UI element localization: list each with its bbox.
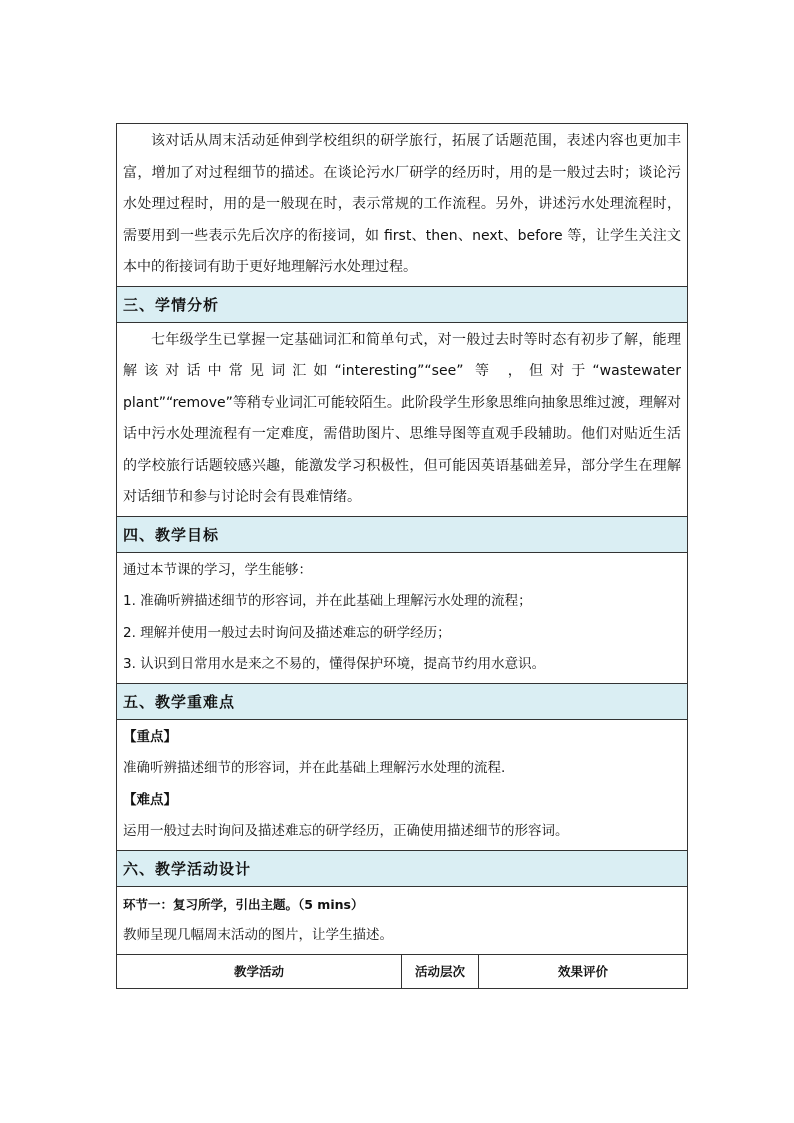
objective-item: 2. 理解并使用一般过去时询问及描述难忘的研学经历； bbox=[123, 624, 451, 641]
objective-item: 1. 准确听辨描述细节的形容词，并在此基础上理解污水处理的流程； bbox=[123, 593, 532, 609]
step1-title: 环节一：复习所学，引出主题。（5 mins） bbox=[123, 896, 364, 912]
key-difficult-points-block bbox=[117, 720, 687, 851]
difficult-point-text: 运用一般过去时询问及描述难忘的研学经历，正确使用描述细节的形容词。 bbox=[123, 823, 569, 839]
activity-table-header bbox=[117, 955, 687, 988]
key-point-text: 准确听辨描述细节的形容词，并在此基础上理解污水处理的流程. bbox=[123, 760, 506, 776]
table-header-teaching-activity: 教学活动 bbox=[233, 963, 284, 979]
lesson-plan-document bbox=[116, 123, 688, 989]
table-header-activity-level: 活动层次 bbox=[401, 955, 478, 988]
section-heading-activity-design: 六、教学活动设计 bbox=[117, 851, 687, 887]
intro-paragraph: 该对话从周末活动延伸到学校组织的研学旅行，拓展了话题范围，表述内容也更加丰富，增加了对过程细节的描述。在谈论污水厂研学的经历时，用的是一般过去时；谈论污水处理过程时，用的是一般现在时，表示常规的工作流程。另外，讲述污水处理流程时，需要用到一些表示先后次序的衔接词，如 first、then、next、before 等，让学生关注文本中的衔接词有助于更好地理解污水处理过程。 bbox=[117, 124, 687, 287]
activity-step-block bbox=[117, 887, 687, 955]
difficult-point-label: 【难点】 bbox=[123, 791, 177, 808]
section-heading-learner-analysis: 三、学情分析 bbox=[117, 287, 687, 323]
section-heading-teaching-objectives: 四、教学目标 bbox=[117, 517, 687, 553]
objective-item: 3. 认识到日常用水是来之不易的，懂得保护环境，提高节约用水意识。 bbox=[123, 656, 546, 672]
table-header-effect-evaluation: 效果评价 bbox=[478, 955, 687, 988]
section-heading-key-difficult-points: 五、教学重难点 bbox=[117, 684, 687, 720]
teaching-objectives-block bbox=[117, 553, 687, 684]
step1-text: 教师呈现几幅周末活动的图片，让学生描述。 bbox=[123, 927, 393, 943]
objectives-lead: 通过本节课的学习，学生能够： bbox=[123, 561, 312, 578]
key-point-label: 【重点】 bbox=[123, 728, 177, 745]
learner-analysis-paragraph: 七年级学生已掌握一定基础词汇和简单句式，对一般过去时等时态有初步了解，能理解该对话中常见词汇如“interesting”“see” 等 ，但对于“wastewater plant”“remove”等稍专业词汇可能较陌生。此阶段学生形象思维向抽象思维过渡，理解对话中污水处理流程有一定难度，需借助图片、思维导图等直观手段辅助。他们对贴近生活的学校旅行话题较感兴趣，能激发学习积极性，但可能因英语基础差异，部分学生在理解对话细节和参与讨论时会有畏难情绪。 bbox=[117, 323, 687, 517]
